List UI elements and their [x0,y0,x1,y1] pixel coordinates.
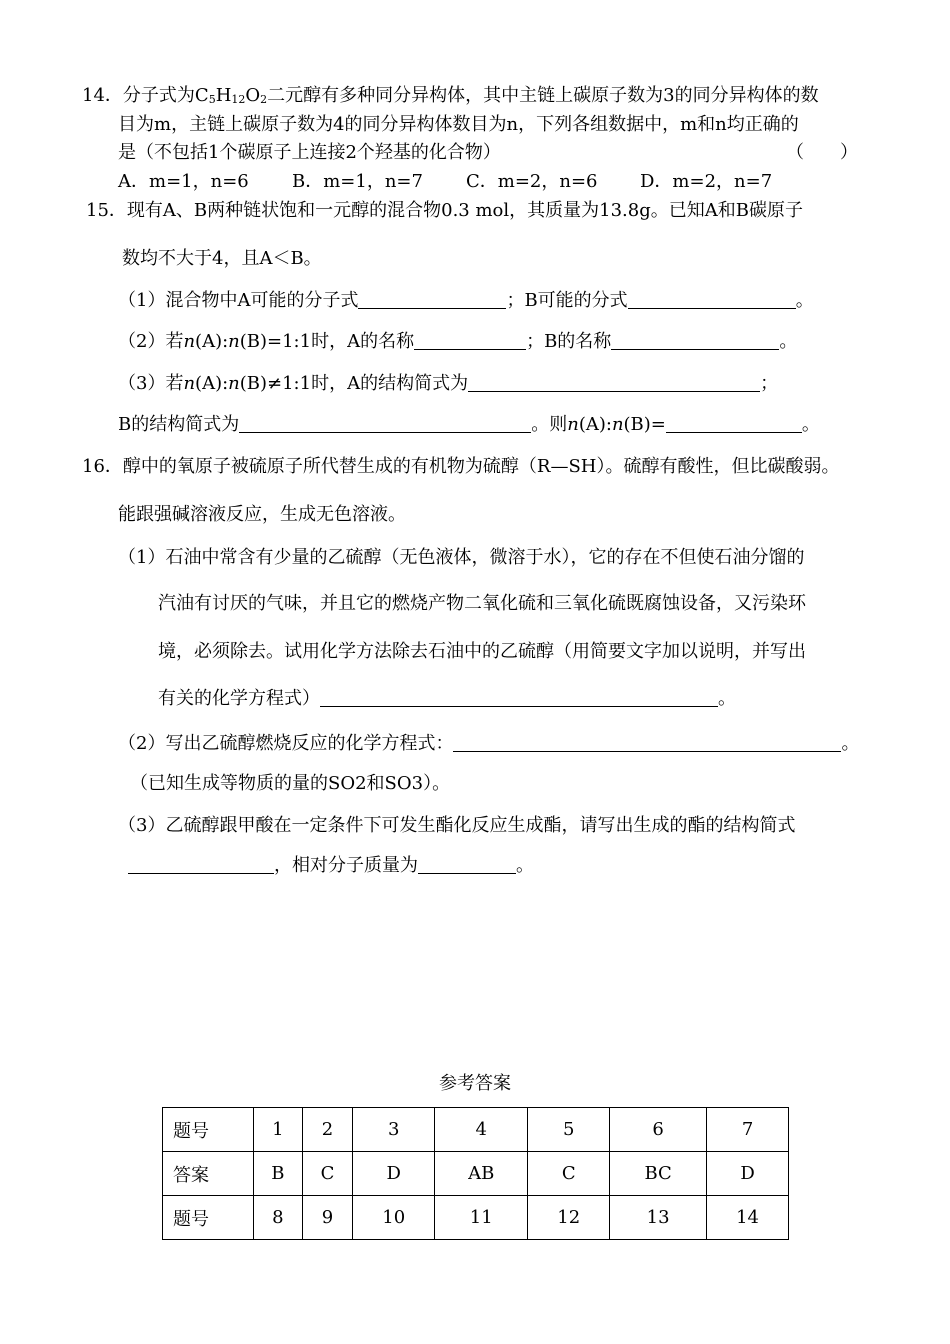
q16-line1: 16．醇中的氧原子被硫原子所代替生成的有机物为硫醇（R—SH）。硫醇有酸性，但比碳酸弱。 [82,456,840,477]
table-cell: BC [610,1152,707,1196]
q15-blank-b-formula[interactable] [628,290,796,309]
q15-part1: （1）混合物中A可能的分子式 ；B可能的分式 。 [118,290,814,311]
q14-line1: 14．分子式为$C_5H_{12}O_2$二元醇有多种同分异构体，其中主链上碳原子数为3的同分异构体的数 [82,85,819,106]
table-cell: 7 [707,1108,789,1152]
q14-option-c: C．m=2，n=6 [466,171,598,192]
table-cell: 6 [610,1108,707,1152]
q15-blank-a-structure[interactable] [468,373,760,392]
answer-table [162,1107,789,1240]
q15-blank-b-name[interactable] [611,331,779,350]
table-row [163,1196,789,1240]
table-row [163,1108,789,1152]
q15-blank-a-formula[interactable] [358,290,506,309]
q15-part3: （3）若n(A):n(B)≠1:1时，A的结构简式为 ； [118,373,779,394]
table-cell: 8 [254,1196,303,1240]
q15-line1: 15．现有A、B两种链状饱和一元醇的混合物0.3 mol，其质量为13.8g。已知A和B碳原子 [86,200,803,221]
q14-option-d: D．m=2，n=7 [640,171,773,192]
table-cell: 9 [302,1196,353,1240]
table-row [163,1152,789,1196]
table-cell: 5 [528,1108,610,1152]
q14-answer-paren: （ ） [786,142,858,163]
q15-part3-b: B的结构简式为 。则n(A):n(B)= 。 [118,414,820,435]
table-cell: D [707,1152,789,1196]
table-cell: C [528,1152,610,1196]
table-cell: 答案 [163,1152,254,1196]
table-cell: 13 [610,1196,707,1240]
table-cell: 3 [353,1108,435,1152]
table-cell: 14 [707,1196,789,1240]
q16-blank-combustion-equation[interactable] [453,733,841,752]
q16-part1-line2: 汽油有讨厌的气味，并且它的燃烧产物二氧化硫和三氧化硫既腐蚀设备，又污染环 [158,593,806,614]
table-cell: B [254,1152,303,1196]
q16-blank-removal-method[interactable] [320,688,718,707]
table-cell: C [302,1152,353,1196]
q16-part2: （2）写出乙硫醇燃烧反应的化学方程式： 。 [118,733,860,754]
q16-blank-molecular-mass[interactable] [418,855,516,874]
q16-part1-line1: （1）石油中常含有少量的乙硫醇（无色液体，微溶于水），它的存在不但使石油分馏的 [118,547,805,568]
table-cell: 题号 [163,1108,254,1152]
q15-blank-b-structure[interactable] [239,414,531,433]
table-cell: 4 [435,1108,528,1152]
q16-line2: 能跟强碱溶液反应，生成无色溶液。 [118,504,406,525]
q16-part3-line1: （3）乙硫醇跟甲酸在一定条件下可发生酯化反应生成酯，请写出生成的酯的结构简式 [118,815,796,836]
q14-option-a: A．m=1，n=6 [118,171,249,192]
table-cell: 2 [302,1108,353,1152]
table-cell: 11 [435,1196,528,1240]
q14-line3: 是（不包括1个碳原子上连接2个羟基的化合物） [118,142,501,163]
q16-part2-note: （已知生成等物质的量的SO2和SO3）。 [130,773,451,794]
q15-blank-a-name[interactable] [414,331,526,350]
table-cell: 10 [353,1196,435,1240]
table-cell: AB [435,1152,528,1196]
answer-key-title: 参考答案 [439,1073,511,1094]
q15-blank-ratio[interactable] [666,414,802,433]
table-cell: 题号 [163,1196,254,1240]
table-cell: 1 [254,1108,303,1152]
table-cell: D [353,1152,435,1196]
q15-part2: （2）若n(A):n(B)=1:1时，A的名称 ；B的名称 。 [118,331,798,352]
table-cell: 12 [528,1196,610,1240]
q14-option-b: B．m=1，n=7 [292,171,423,192]
q14-line2: 目为m，主链上碳原子数为4的同分异构体数目为n，下列各组数据中，m和n均正确的 [118,114,799,135]
q16-part1-line3: 境，必须除去。试用化学方法除去石油中的乙硫醇（用简要文字加以说明，并写出 [158,641,806,662]
q16-part3-line2: ，相对分子质量为 。 [128,854,534,878]
q16-part1-line4: 有关的化学方程式） 。 [158,688,736,709]
q15-line2: 数均不大于4，且A＜B。 [122,248,322,269]
q16-blank-ester-structure[interactable] [128,855,274,874]
